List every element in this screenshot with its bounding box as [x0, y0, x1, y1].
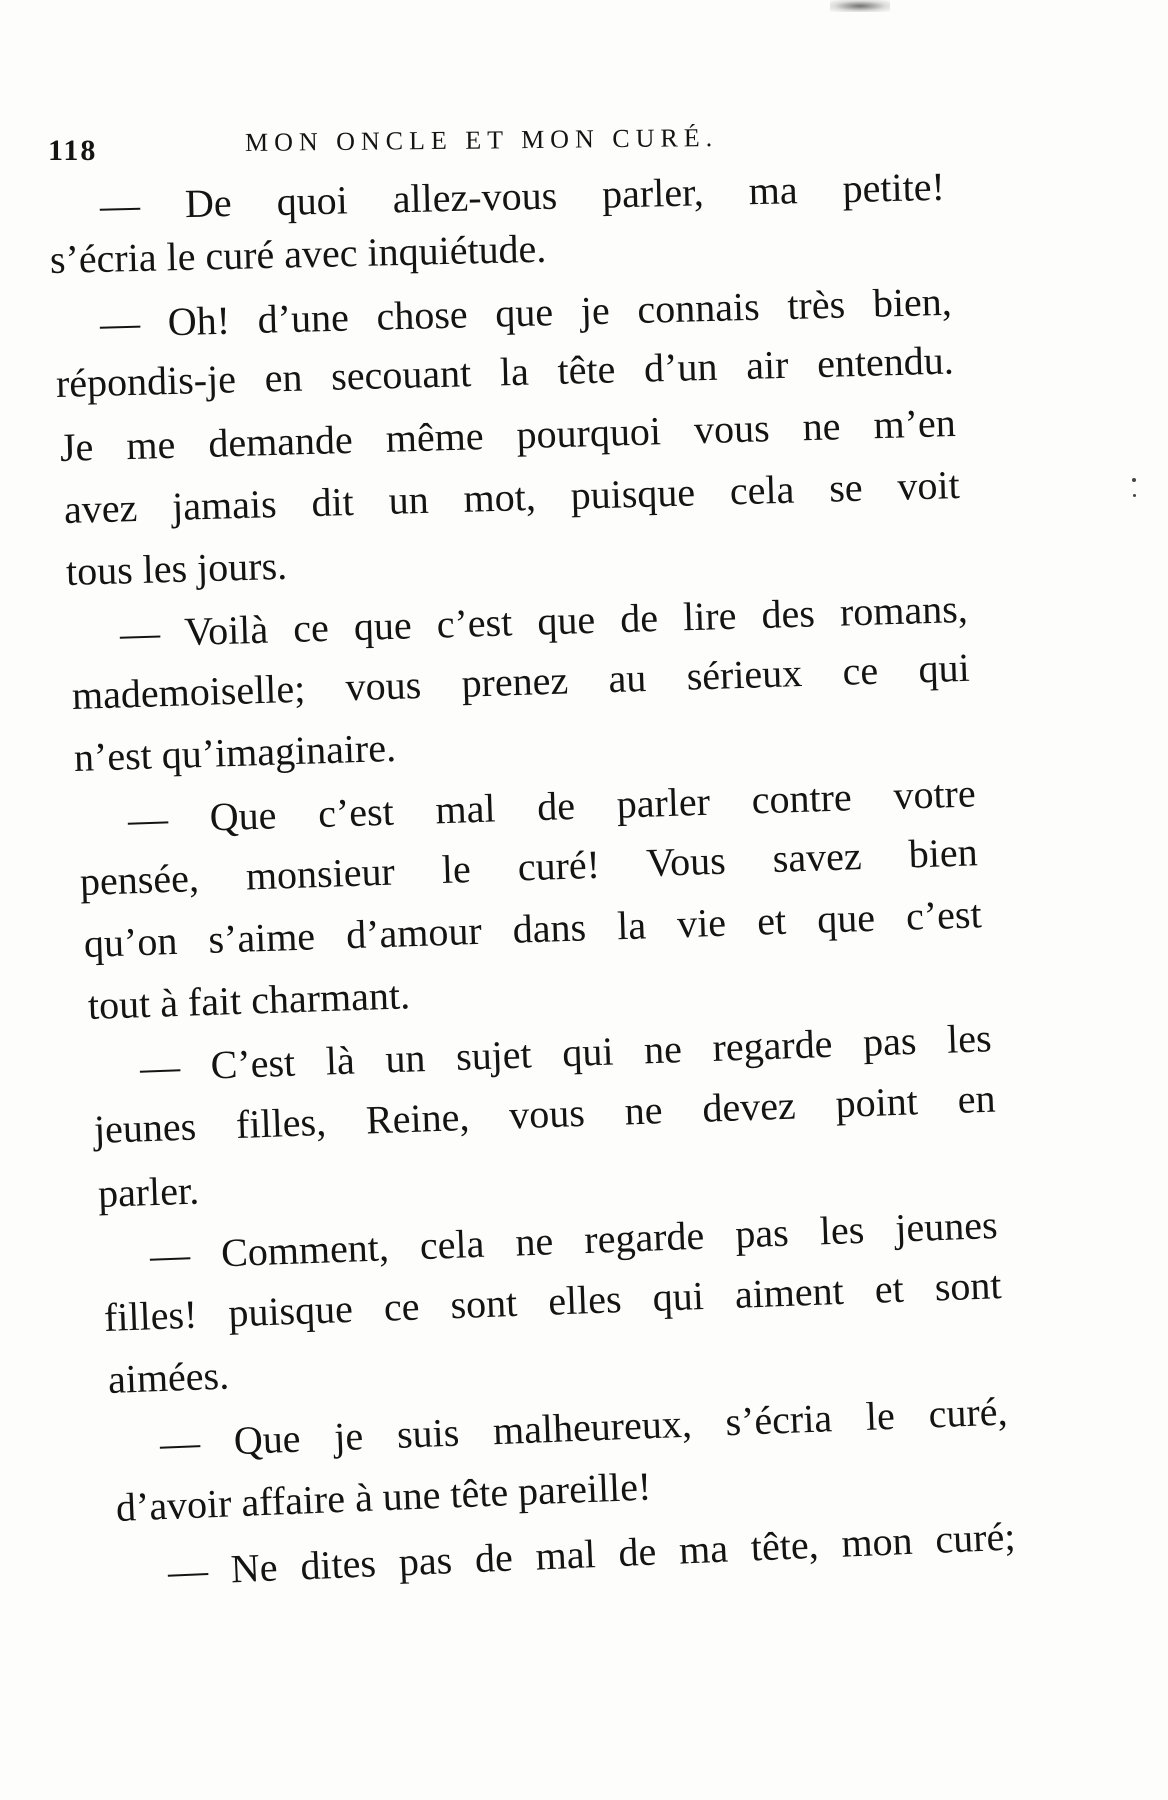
text-line: aimées.	[107, 1352, 230, 1402]
text-line: — De quoi allez-vous parler, ma petite!	[99, 163, 946, 228]
text-line: — Voilà ce que c’est que de lire des romans,	[119, 585, 969, 656]
text-line: parler.	[97, 1167, 200, 1216]
text-line: avez jamais dit un mot, puisque cela se voit	[63, 461, 961, 532]
text-line: — Comment, cela ne regarde pas les jeunes	[149, 1201, 999, 1278]
text-line: — Oh! d’une chose que je connais très bien,	[99, 278, 953, 346]
running-title: MON ONCLE ET MON CURÉ.	[244, 123, 719, 157]
text-line: mademoiselle; vous prenez au sérieux ce qui	[71, 644, 971, 718]
text-line: qu’on s’aime d’amour dans la vie et que c’est	[83, 891, 983, 966]
text-line: filles! puisque ce sont elles qui aiment et sont	[103, 1262, 1003, 1340]
text-line: — Que c’est mal de parler contre votre	[127, 770, 977, 842]
text-line: — C’est là un sujet qui ne regarde pas les	[139, 1015, 993, 1090]
text-line: Je me demande même pourquoi vous ne m’en	[59, 399, 957, 470]
text-line: — Ne dites pas de mal de ma tête, mon curé;	[167, 1513, 1017, 1594]
text-line: jeunes filles, Reine, vous ne devez point en	[93, 1075, 997, 1152]
text-line: répondis-je en secouant la tête d’un air entendu.	[55, 337, 955, 406]
text-line: pensée, monsieur le curé! Vous savez bien	[79, 829, 979, 904]
text-line: tout à fait charmant.	[87, 972, 411, 1028]
page-number: 118	[48, 134, 98, 167]
text-line: s’écria le curé avec inquiétude.	[49, 225, 547, 282]
text-line: tous les jours.	[65, 542, 288, 594]
text-line: d’avoir affaire à une tête pareille!	[115, 1463, 653, 1530]
text-line: — Que je suis malheureux, s’écria le curé,	[159, 1388, 1009, 1466]
text-line: n’est qu’imaginaire.	[73, 724, 397, 780]
